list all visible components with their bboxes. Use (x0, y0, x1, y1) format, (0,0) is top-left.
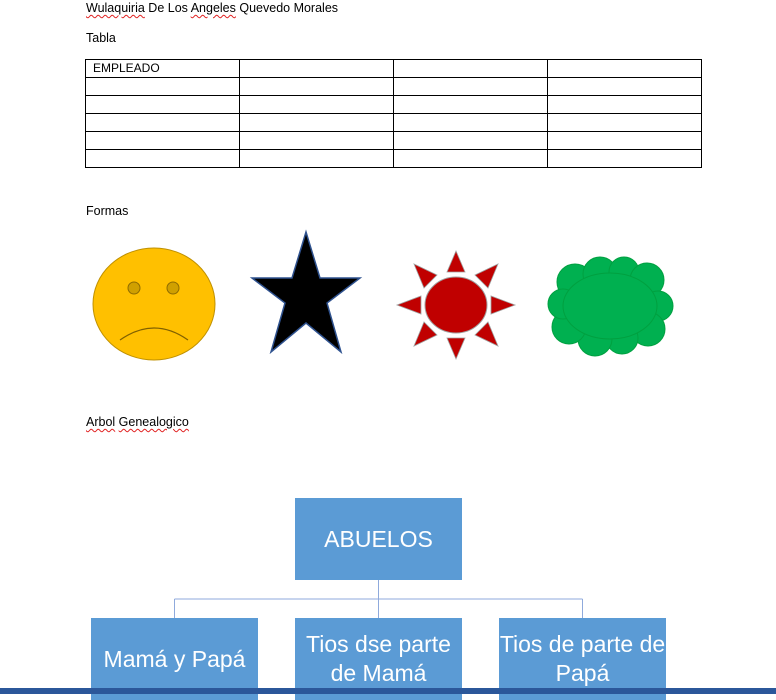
tree-node-abuelos[interactable] (295, 498, 462, 580)
author-name-part: De Los (144, 1, 191, 15)
author-name-part: Angeles (190, 1, 236, 15)
tree-node-label: ABUELOS (324, 525, 433, 552)
author-name-part: Quevedo Morales (235, 1, 339, 15)
family-tree-heading-part: Arbol (86, 415, 116, 429)
shapes-heading: Formas (86, 204, 129, 218)
table-heading: Tabla (86, 31, 116, 45)
table-cell[interactable]: EMPLEADO (86, 60, 240, 78)
tree-node-label: Tios dse parte de Mamá (306, 631, 451, 686)
status-bar-edge (0, 688, 776, 694)
family-tree-heading-part: Genealogico (118, 415, 189, 429)
tree-node-label: Tios de parte de Papá (499, 631, 666, 686)
author-name-part: Wulaquiria (86, 1, 145, 15)
tree-node-label: Mamá y Papá (103, 645, 246, 672)
